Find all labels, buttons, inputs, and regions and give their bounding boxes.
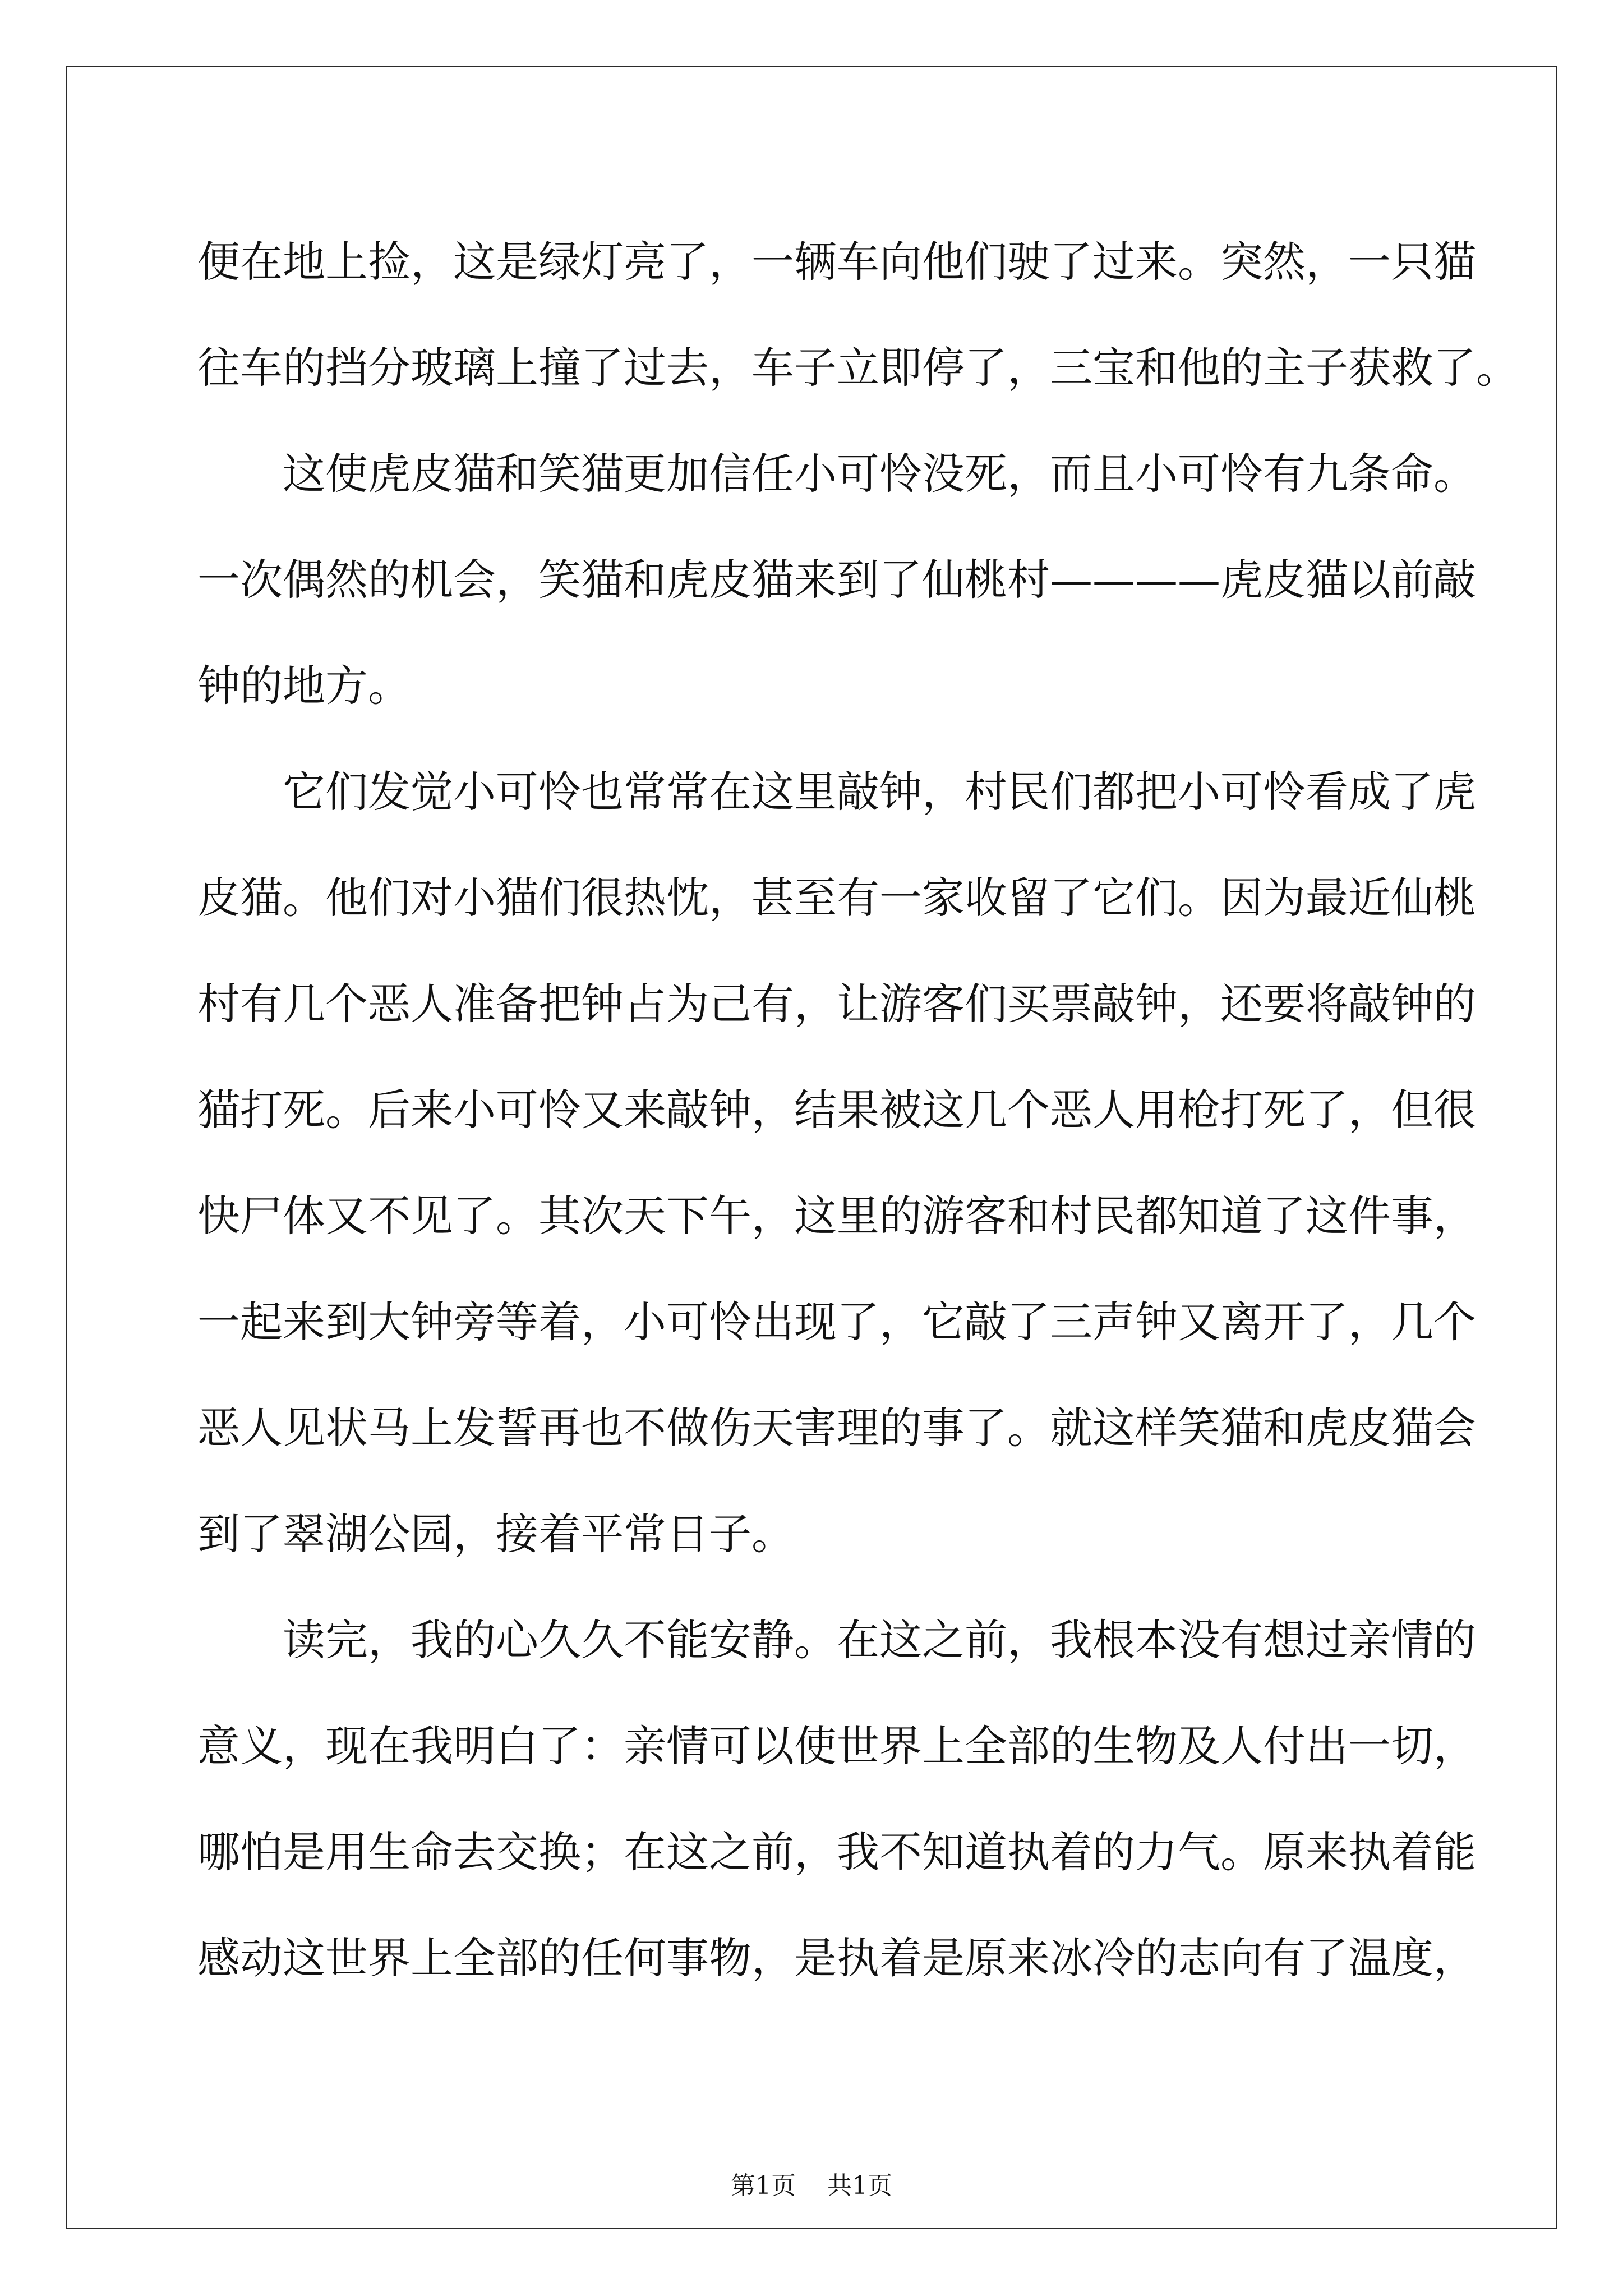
text-line: 一起来到大钟旁等着，小可怜出现了，它敲了三声钟又离开了，几个 <box>197 1297 1476 1347</box>
text-line: 钟的地方。 <box>197 661 411 711</box>
text-line: 到了翠湖公园，接着平常日子。 <box>197 1509 794 1559</box>
paragraph-start-line: 它们发觉小可怜也常常在这里敲钟，村民们都把小可怜看成了虎 <box>283 767 1476 817</box>
document-body <box>197 209 1519 2011</box>
text-line: 皮猫。他们对小猫们很热忱，甚至有一家收留了它们。因为最近仙桃 <box>197 873 1476 923</box>
paragraph-start-line: 这使虎皮猫和笑猫更加信任小可怜没死，而且小可怜有九条命。 <box>283 449 1476 499</box>
text-line: 哪怕是用生命去交换；在这之前，我不知道执着的力气。原来执着能 <box>197 1827 1476 1877</box>
text-line: 村有几个恶人准备把钟占为己有，让游客们买票敲钟，还要将敲钟的 <box>197 979 1476 1029</box>
text-line: 意义，现在我明白了：亲情可以使世界上全部的生物及人付出一切， <box>197 1721 1476 1771</box>
text-line: 往车的挡分玻璃上撞了过去，车子立即停了，三宝和他的主子获救了。 <box>197 343 1519 393</box>
page-number: 第1页 <box>731 2171 796 2200</box>
text-line: 恶人见状马上发誓再也不做伤天害理的事了。就这样笑猫和虎皮猫会 <box>197 1403 1476 1453</box>
text-line: 猫打死。后来小可怜又来敲钟，结果被这几个恶人用枪打死了，但很 <box>197 1085 1476 1135</box>
text-line: 感动这世界上全部的任何事物，是执着是原来冰冷的志向有了温度， <box>197 1933 1476 1983</box>
paragraph-start-line: 读完，我的心久久不能安静。在这之前，我根本没有想过亲情的 <box>283 1615 1476 1665</box>
text-line: 快尸体又不见了。其次天下午，这里的游客和村民都知道了这件事， <box>197 1191 1476 1241</box>
page-footer <box>0 2165 1623 2201</box>
text-line: 一次偶然的机会，笑猫和虎皮猫来到了仙桃村————虎皮猫以前敲 <box>197 555 1476 605</box>
text-line: 便在地上捡，这是绿灯亮了，一辆车向他们驶了过来。突然，一只猫 <box>197 237 1476 287</box>
page-total: 共1页 <box>827 2171 892 2200</box>
